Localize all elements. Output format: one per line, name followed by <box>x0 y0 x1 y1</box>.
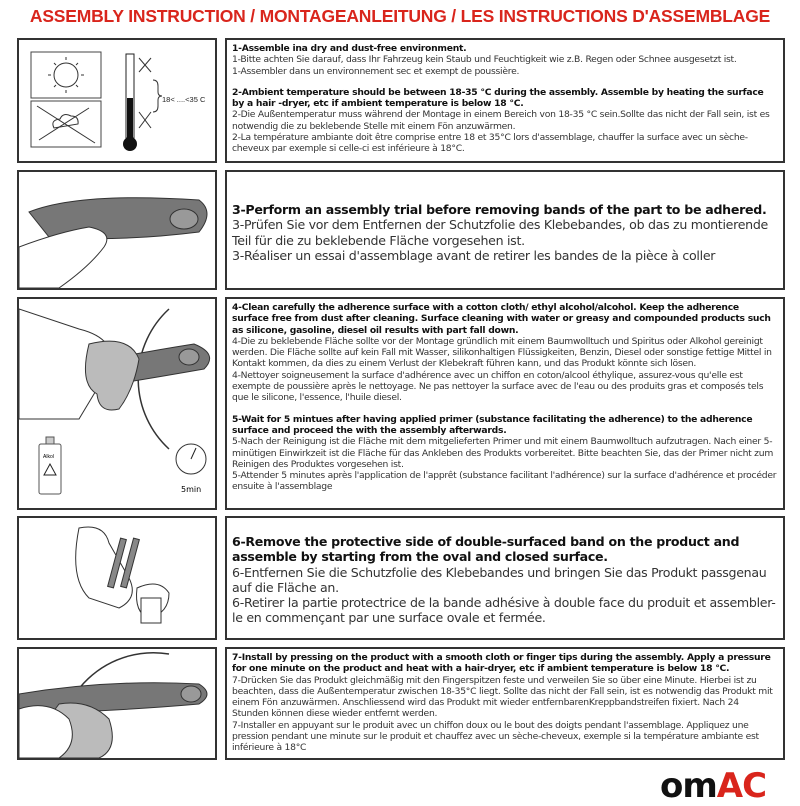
step-4-fr: 4-Nettoyer soigneusement la surface d'adhérence avec un chiffon en coton/alcool éthylique, assurez-vous qu'elle est exempte de poussière après le nettoyage. Ne pas nettoyer la surface avec de l'eau ou des produits gras et composés tels que le silicone, l'essence, l'huile diesel. <box>232 369 764 404</box>
step-4-5-text <box>225 297 785 510</box>
step-6-fr: 6-Retirer la partie protectrice de la bande adhésive à double face du produit et assembler-le en commençant par une surface ovale et fermée. <box>232 595 776 626</box>
step-3-de: 3-Prüfen Sie vor dem Entfernen der Schutzfolie des Klebebandes, ob das zu montierende Teil für die zu beklebende Fläche vorgesehen ist. <box>232 217 768 248</box>
step-4-de: 4-Die zu beklebende Fläche sollte vor der Montage gründlich mit einem Baumwolltuch und Spiritus oder Alkohol gereinigt werden. Die Fläche sollte auf kein Fall mit Wasser, silikonhaltigen Flüssigkeiten, Benzin, Diesel oder sonstige fettige Mittel in Kontakt kommen, da dies zu einem Verlust der Klebekraft führen kann, und das Produkt könnte sich lösen. <box>232 335 772 370</box>
trial-assembly-illustration <box>17 170 217 290</box>
remove-tape-illustration <box>17 516 217 640</box>
step-6-text <box>225 516 785 640</box>
temperature-range-label: 18< ....<35 C <box>162 95 206 104</box>
hand-icon <box>19 227 107 288</box>
step-7-fr: 7-Installer en appuyant sur le produit avec un chiffon doux ou le bout des doigts pendant l'assemblage. Appliquez une pression pendant une minute sur le produit et chauffez avec un sèche-cheveux, exemple si la température ambiante est inférieure à 18°C <box>232 719 759 754</box>
step-6-de: 6-Entfernen Sie die Schutzfolie des Klebebandes und bringen Sie das Produkt passgenau auf die Fläche an. <box>232 564 767 595</box>
page-title: ASSEMBLY INSTRUCTION / MONTAGEANLEITUNG / LES INSTRUCTIONS D'ASSEMBLAGE <box>29 6 771 26</box>
step-6-en: 6-Remove the protective side of double-surfaced band on the product and assemble by starting from the oval and closed surface. <box>232 534 740 565</box>
alcohol-bottle-icon <box>39 444 61 494</box>
step-5-fr: 5-Attender 5 minutes après l'application de l'apprêt (substance facilitant l'adhérence) sur la surface d'adhérence et procéder ensuite à l'assemblage <box>232 470 777 493</box>
step-1-en: 1-Assemble ina dry and dust-free environment. <box>232 43 467 54</box>
step-3-en: 3-Perform an assembly trial before removing bands of the part to be adhered. <box>232 202 767 217</box>
step-2-en: 2-Ambient temperature should be between 18-35 °C during the assembly. Assemble by heating the surface by a hair -dryer, etc if ambient temperature is below 18 °C. <box>232 86 764 110</box>
install-press-illustration <box>17 647 217 760</box>
environment-illustration <box>17 38 217 163</box>
step-5-en: 5-Wait for 5 mintues after having applied primer (substance facilitating the adherence) to the adherence surface and proceed the with the assembly afterwards. <box>232 413 753 436</box>
cloth-icon <box>85 341 139 410</box>
bottle-label: Alkol <box>43 454 54 460</box>
step-3-fr: 3-Réaliser un essai d'assemblage avant de retirer les bandes de la pièce à coller <box>232 247 716 263</box>
step-7-en: 7-Install by pressing on the product with a smooth cloth or finger tips during the assembly. Apply a pressure for one minute on the product and heat with a hair-dryer, etc if ambient temperature is below 18 °C. <box>232 652 771 675</box>
step-1-fr: 1-Assembler dans un environnement sec et exempt de poussière. <box>232 65 520 77</box>
step-2-fr: 2-La température ambiante doit être comprise entre 18 et 35°C lors d'assemblage, chauffer la surface avec un sèche-cheveux par exemple si celle-ci est inférieure à 18°C. <box>232 132 748 155</box>
timer-label: 5min <box>181 485 202 494</box>
step-2-de: 2-Die Außentemperatur muss während der Montage in einem Bereich von 18-35 °C sein.Sollte das nicht der Fall sein, ist es notwendig die zu beklebende Stelle mit einem Fön anzuwärmen. <box>232 109 770 132</box>
omac-logo: omAC <box>660 766 767 806</box>
cleaning-illustration <box>17 297 217 510</box>
step-7-text <box>225 647 785 760</box>
step-5-de: 5-Nach der Reinigung ist die Fläche mit dem mitgelieferten Primer und mit einem Baumwolltuch aufzutragen. Nach einer 5-minütigen Einwirkzeit ist die Fläche für das Ankleben des Produkts vorbereitet. Bitte beachten Sie, das der Primer nicht zum Reinigen des Produktes vorgesehen ist. <box>232 436 774 470</box>
step-4-en: 4-Clean carefully the adherence surface with a cotton cloth/ ethyl alcohol/alcohol. Keep the adherence surface free from dust after cleaning. Surface cleaning with water or greasy and compounded products such as silicone, gasoline, diesel oil results with part fall down. <box>232 302 771 336</box>
step-3-text <box>225 170 785 290</box>
step-7-de: 7-Drücken Sie das Produkt gleichmäßig mit den Fingerspitzen feste und verweilen Sie so über eine Minute. Hierbei ist zu beachten, dass die Außentemperatur zwischen 18-35°C liegt. Sollte das nicht der Fall sein, ist es notwendig das Produkt mit einem Fön anzuwärmen. Anschliessend wird das Produkt mit wieder entfernbarenKreppbandstreifen fixiert. Nach 24 Stunden können diese wieder entfernt werden. <box>232 674 773 720</box>
step-1-2-text <box>225 38 785 163</box>
step-1-de: 1-Bitte achten Sie darauf, dass Ihr Fahrzeug kein Staub und Feuchtigkeit wie z.B. Regen oder Schnee ausgesetzt ist. <box>232 54 737 66</box>
